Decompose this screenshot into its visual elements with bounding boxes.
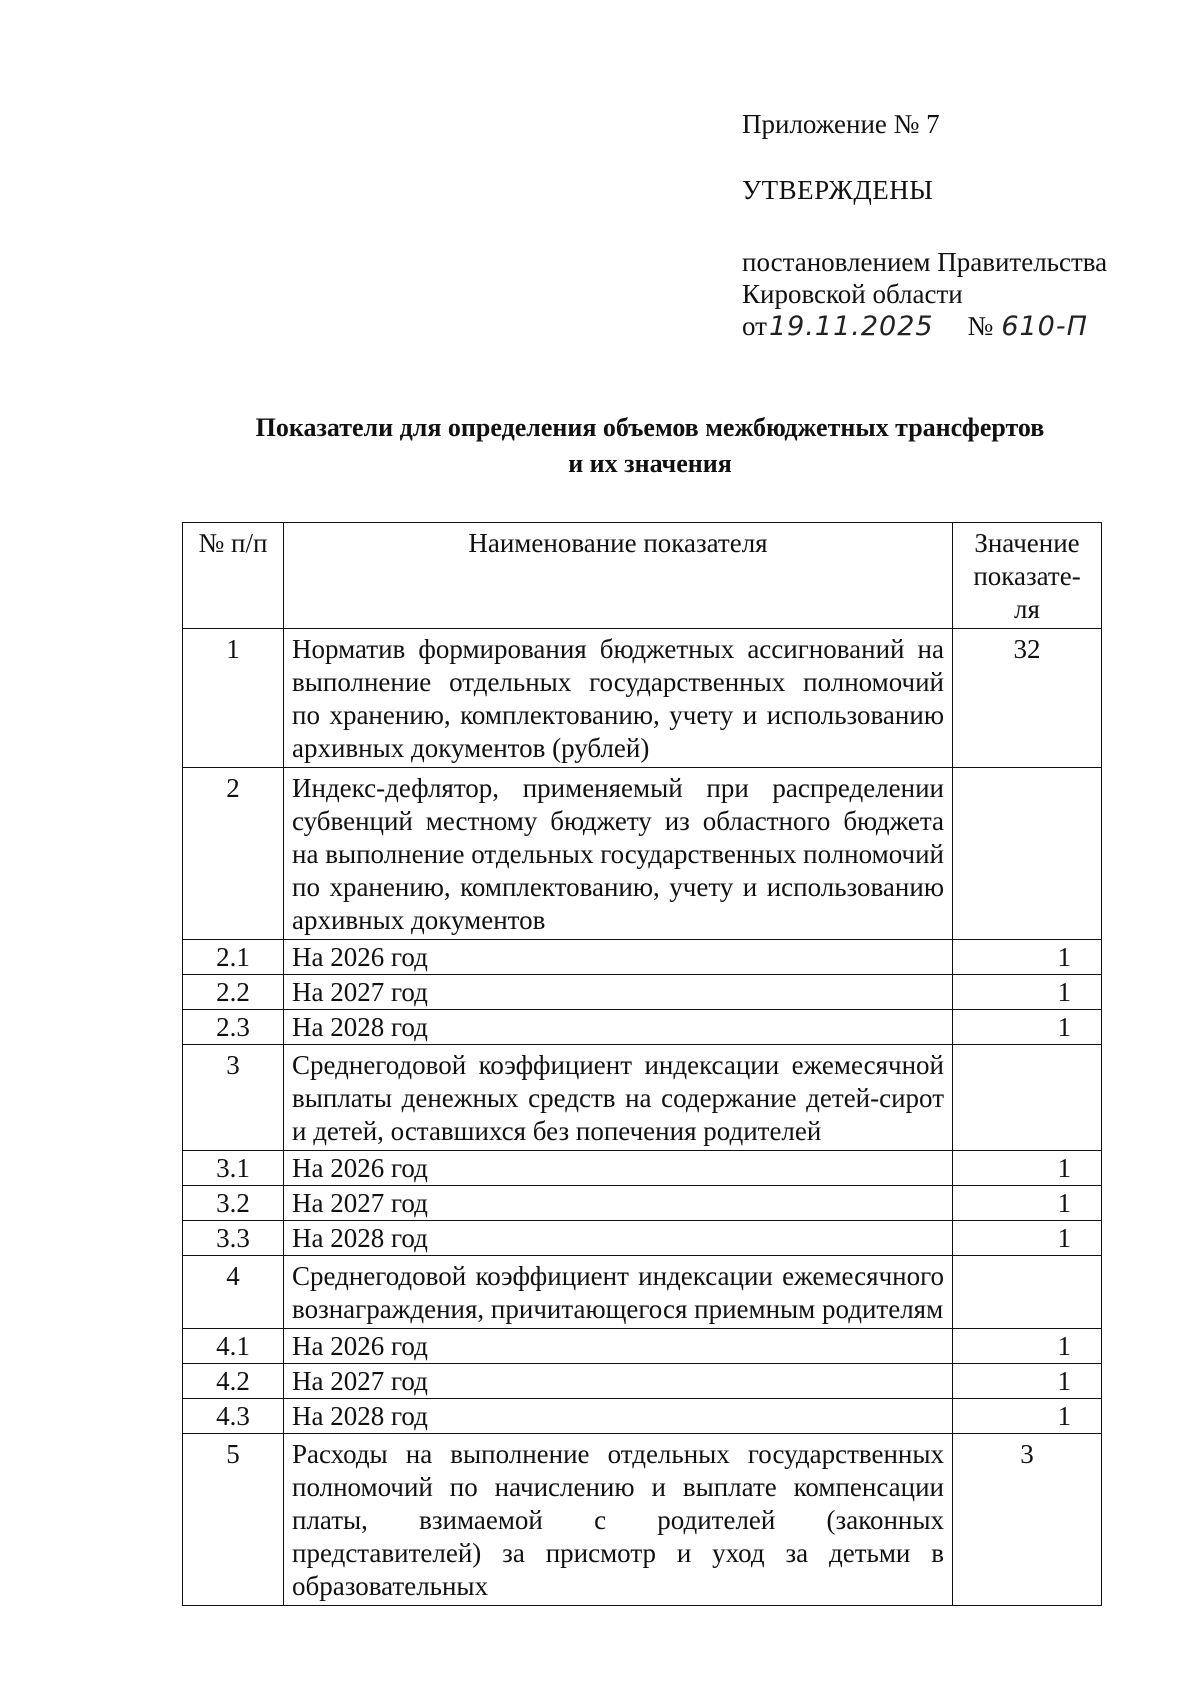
document-title [160, 410, 1140, 482]
row-value: 1 [953, 1364, 1102, 1399]
table-row [183, 1151, 1102, 1186]
row-name: На 2027 год [284, 1364, 953, 1399]
row-name: На 2026 год [284, 1151, 953, 1186]
row-name: На 2027 год [284, 975, 953, 1010]
appendix-label: Приложение № 7 [742, 109, 940, 139]
row-value: 1 [953, 1151, 1102, 1186]
row-name: Расходы на выполнение отдельных государственных полномочий по начислению и выплате компенсации платы, взимаемой с родителей (законных представителей) за присмотр и уход за детьми в образовательных [284, 1434, 953, 1606]
row-value [953, 768, 1102, 940]
header-name: Наименование показателя [284, 523, 953, 629]
row-num: 4.3 [183, 1399, 284, 1434]
row-name: Индекс-дефлятор, применяемый при распределении субвенций местному бюджету из областного бюджета на выполнение отдельных государственных полномочий по хранению, комплектованию, учету и использованию архивных документов [284, 768, 953, 940]
table-row [183, 1221, 1102, 1256]
row-value: 1 [953, 1329, 1102, 1364]
row-value [953, 1045, 1102, 1151]
row-num: 4 [183, 1256, 284, 1329]
row-num: 4.2 [183, 1364, 284, 1399]
row-name: Среднегодовой коэффициент индексации ежемесячной выплаты денежных средств на содержание детей-сирот и детей, оставшихся без попечения родителей [284, 1045, 953, 1151]
date-number-line [742, 310, 1088, 343]
row-value: 32 [953, 629, 1102, 768]
row-name: Среднегодовой коэффициент индексации ежемесячного вознаграждения, причитающегося приемным родителям [284, 1256, 953, 1329]
row-name: На 2026 год [284, 940, 953, 975]
table-row [183, 629, 1102, 768]
row-num: 4.1 [183, 1329, 284, 1364]
table-row [183, 1186, 1102, 1221]
row-name: На 2028 год [284, 1010, 953, 1045]
row-num: 2.3 [183, 1010, 284, 1045]
table-row [183, 1010, 1102, 1045]
date-prefix: от [742, 311, 767, 341]
row-value [953, 1256, 1102, 1329]
row-num: 3.3 [183, 1221, 284, 1256]
row-value: 1 [953, 1186, 1102, 1221]
table-row [183, 1329, 1102, 1364]
table-row [183, 1045, 1102, 1151]
row-value: 1 [953, 1010, 1102, 1045]
table-row [183, 1434, 1102, 1606]
row-name: На 2028 год [284, 1399, 953, 1434]
table-row [183, 975, 1102, 1010]
handwritten-date: 19.11.2025 [768, 311, 934, 342]
region-line: Кировской области [742, 279, 963, 309]
indicators-table [182, 522, 1102, 1606]
table-row [183, 940, 1102, 975]
row-value: 3 [953, 1434, 1102, 1606]
table-row [183, 1256, 1102, 1329]
row-name: Норматив формирования бюджетных ассигнований на выполнение отдельных государственных полномочий по хранению, комплектованию, учету и использованию архивных документов (рублей) [284, 629, 953, 768]
row-name: На 2027 год [284, 1186, 953, 1221]
approved-label: УТВЕРЖДЕНЫ [742, 175, 934, 205]
row-num: 2 [183, 768, 284, 940]
row-num: 3.2 [183, 1186, 284, 1221]
title-line-2: и их значения [568, 449, 732, 478]
row-num: 3.1 [183, 1151, 284, 1186]
table-row [183, 1364, 1102, 1399]
table-header-row [183, 523, 1102, 629]
number-prefix: № [967, 311, 994, 341]
row-num: 3 [183, 1045, 284, 1151]
row-name: На 2028 год [284, 1221, 953, 1256]
row-value: 1 [953, 1399, 1102, 1434]
table-row [183, 1399, 1102, 1434]
row-num: 2.2 [183, 975, 284, 1010]
row-name: На 2026 год [284, 1329, 953, 1364]
row-value: 1 [953, 940, 1102, 975]
row-num: 2.1 [183, 940, 284, 975]
row-num: 1 [183, 629, 284, 768]
decree-line: постановлением Правительства [742, 247, 1108, 277]
row-value: 1 [953, 975, 1102, 1010]
row-value: 1 [953, 1221, 1102, 1256]
table-row [183, 768, 1102, 940]
handwritten-number: 610-П [1001, 311, 1088, 342]
header-num: № п/п [183, 523, 284, 629]
row-num: 5 [183, 1434, 284, 1606]
title-line-1: Показатели для определения объемов межбюджетных трансфертов [255, 413, 1045, 442]
header-value: Значение показате-ля [953, 523, 1102, 629]
